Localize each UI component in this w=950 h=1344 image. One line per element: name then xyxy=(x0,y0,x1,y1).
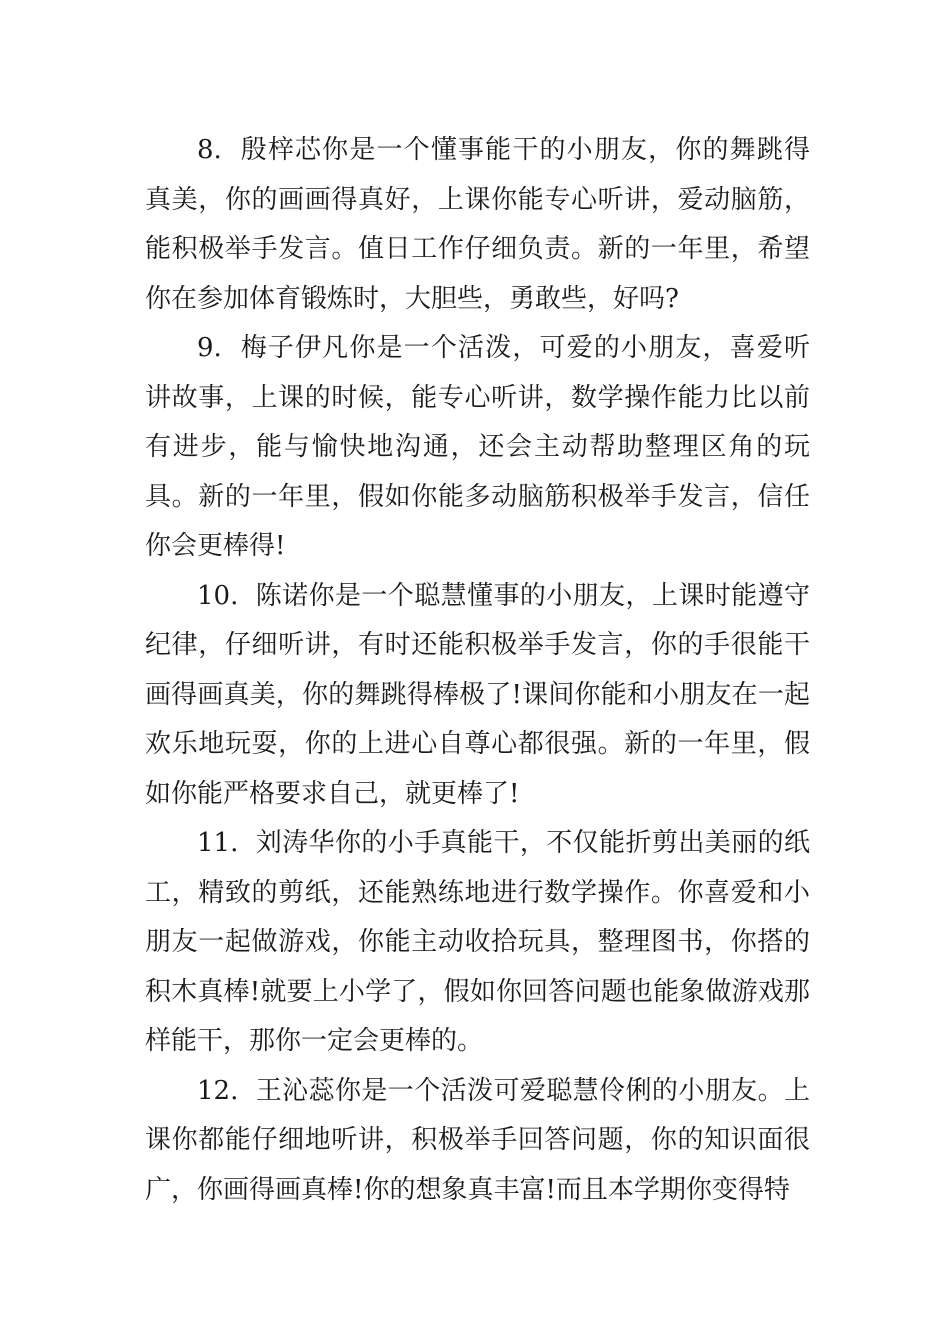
document-body xyxy=(145,126,810,1215)
paragraph-number: 12. xyxy=(197,1075,239,1106)
paragraph-text: 陈诺你是一个聪慧懂事的小朋友，上课时能遵守纪律，仔细听讲，有时还能积极举手发言，你的手很能干画得画真美，你的舞跳得棒极了!课间你能和小朋友在一起欢乐地玩耍，你的上进心自尊心都很强。新的一年里，假如你能严格要求自己，就更棒了! xyxy=(145,580,810,809)
paragraph-text: 刘涛华你的小手真能干，不仅能折剪出美丽的纸工，精致的剪纸，还能熟练地进行数学操作。你喜爱和小朋友一起做游戏，你能主动收拾玩具，整理图书，你搭的积木真棒!就要上小学了，假如你回答问题也能象做游戏那样能干，那你一定会更棒的。 xyxy=(145,828,810,1056)
paragraph-text: 殷梓芯你是一个懂事能干的小朋友，你的舞跳得真美，你的画画得真好，上课你能专心听讲，爱动脑筋，能积极举手发言。值日工作仔细负责。新的一年里，希望你在参加体育锻炼时，大胆些，勇敢些，好吗? xyxy=(145,135,810,314)
paragraph-11 xyxy=(145,819,810,1067)
paragraph-text: 王沁蕊你是一个活泼可爱聪慧伶俐的小朋友。上课你都能仔细地听讲，积极举手回答问题，你的知识面很广，你画得画真棒!你的想象真丰富!而且本学期你变得特 xyxy=(145,1075,810,1205)
paragraph-12 xyxy=(145,1067,810,1216)
paragraph-8 xyxy=(145,126,810,324)
paragraph-number: 9. xyxy=(197,333,222,363)
paragraph-number: 11. xyxy=(197,828,239,858)
paragraph-text: 梅子伊凡你是一个活泼，可爱的小朋友，喜爱听讲故事，上课的时候，能专心听讲，数学操作能力比以前有进步，能与愉快地沟通，还会主动帮助整理区角的玩具。新的一年里，假如你能多动脑筋积极举手发言，信任你会更棒得! xyxy=(145,333,810,561)
paragraph-10 xyxy=(145,572,810,820)
paragraph-number: 8. xyxy=(197,135,222,165)
paragraph-9 xyxy=(145,324,810,572)
paragraph-number: 10. xyxy=(197,580,239,611)
